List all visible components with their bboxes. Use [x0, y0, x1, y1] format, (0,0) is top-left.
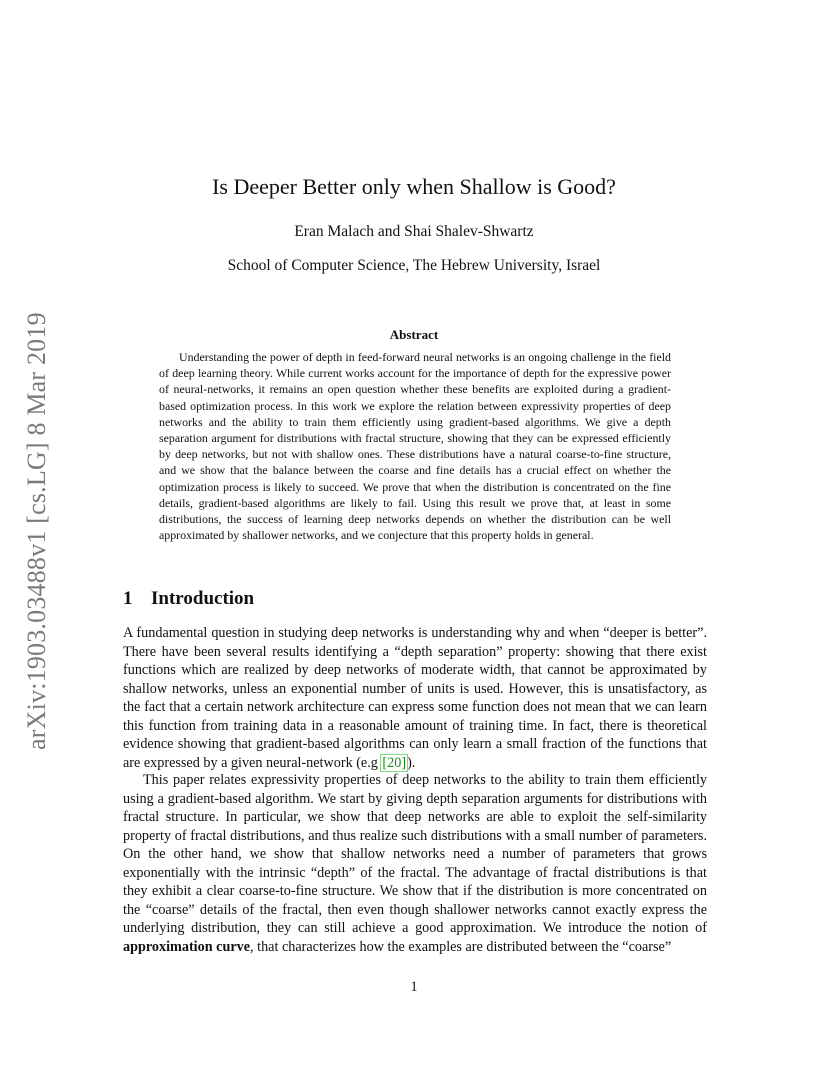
- intro-p2-tail: , that characterizes how the examples are distributed between the “coarse”: [250, 938, 672, 955]
- intro-p1-end: ).: [407, 754, 416, 771]
- citation-link[interactable]: [20]: [382, 754, 407, 771]
- paper-title: Is Deeper Better only when Shallow is Good?: [212, 174, 616, 199]
- intro-p2-text: This paper relates expressivity properties of deep networks to the ability to train them efficiently using a gradient-based algorithm. We start by giving depth separation arguments for distributions with fractal structure. In particular, we show that deep networks are able to exploit the self-similarity property of fractal distributions, and thus realize such distributions with a small number of parameters. On the other hand, we show that shallow networks need a number of parameters that grows exponentially with the intrinsic “depth” of the fractal. The advantage of fractal distributions is that they exhibit a clear coarse-to-fine structure. We show that if the distribution is more concentrated on the “coarse” details of the fractal, then even though shallower networks cannot exactly express the underlying distribution, they can still achieve a good approximation. We introduce the notion of: [123, 772, 707, 936]
- approximation-curve-term: approximation curve: [123, 938, 251, 955]
- page-number: 1: [410, 979, 418, 995]
- intro-paragraph-1: [123, 624, 707, 772]
- author-affiliation: School of Computer Science, The Hebrew University, Israel: [227, 257, 601, 274]
- section-title: Introduction: [151, 588, 255, 609]
- arxiv-identifier-stamp: arXiv:1903.03488v1 [cs.LG] 8 Mar 2019: [22, 312, 51, 750]
- section-number: 1: [123, 588, 133, 609]
- paper-authors: Eran Malach and Shai Shalev-Shwartz: [294, 223, 534, 240]
- abstract-heading: Abstract: [389, 327, 439, 342]
- intro-p1-text: A fundamental question in studying deep networks is understanding why and when “deeper is better”. There have been several results identifying a “depth separation” property: showing that there exist functions which are realized by deep networks of moderate width, that cannot be approximated by shallow networks, unless an exponential number of units is used. However, this is unsatisfactory, as the fact that a certain network architecture can express some function does not mean that we can learn this function from training data in a reasonable amount of training time. In fact, there is theoretical evidence showing that gradient-based algorithms can only learn a small fraction of the functions that are expressed by a given neural-network (e.g: [123, 625, 707, 771]
- abstract-body: Understanding the power of depth in feed-forward neural networks is an ongoing challenge in the field of deep learning theory. While current works account for the importance of depth for the expressive power of neural-networks, it remains an open question whether these benefits are exploited during a gradient-based optimization process. In this work we explore the relation between expressivity properties of deep networks and the ability to train them efficiently using gradient-based algorithms. We give a depth separation argument for distributions with fractal structure, showing that they can be expressed efficiently by deep networks, but not with shallow ones. These distributions have a natural coarse-to-fine structure, and we show that the balance between the coarse and fine details has a crucial effect on whether the optimization process is likely to succeed. We prove that when the distribution is concentrated on the fine details, gradient-based algorithms are likely to fail. Using this result we prove that, at least in some distributions, the success of learning deep networks depends on whether the distribution can be well approximated by shallower networks, and we conjecture that this property holds in general.: [159, 350, 671, 543]
- section-heading-introduction: [123, 587, 254, 611]
- intro-paragraph-2: [123, 771, 707, 956]
